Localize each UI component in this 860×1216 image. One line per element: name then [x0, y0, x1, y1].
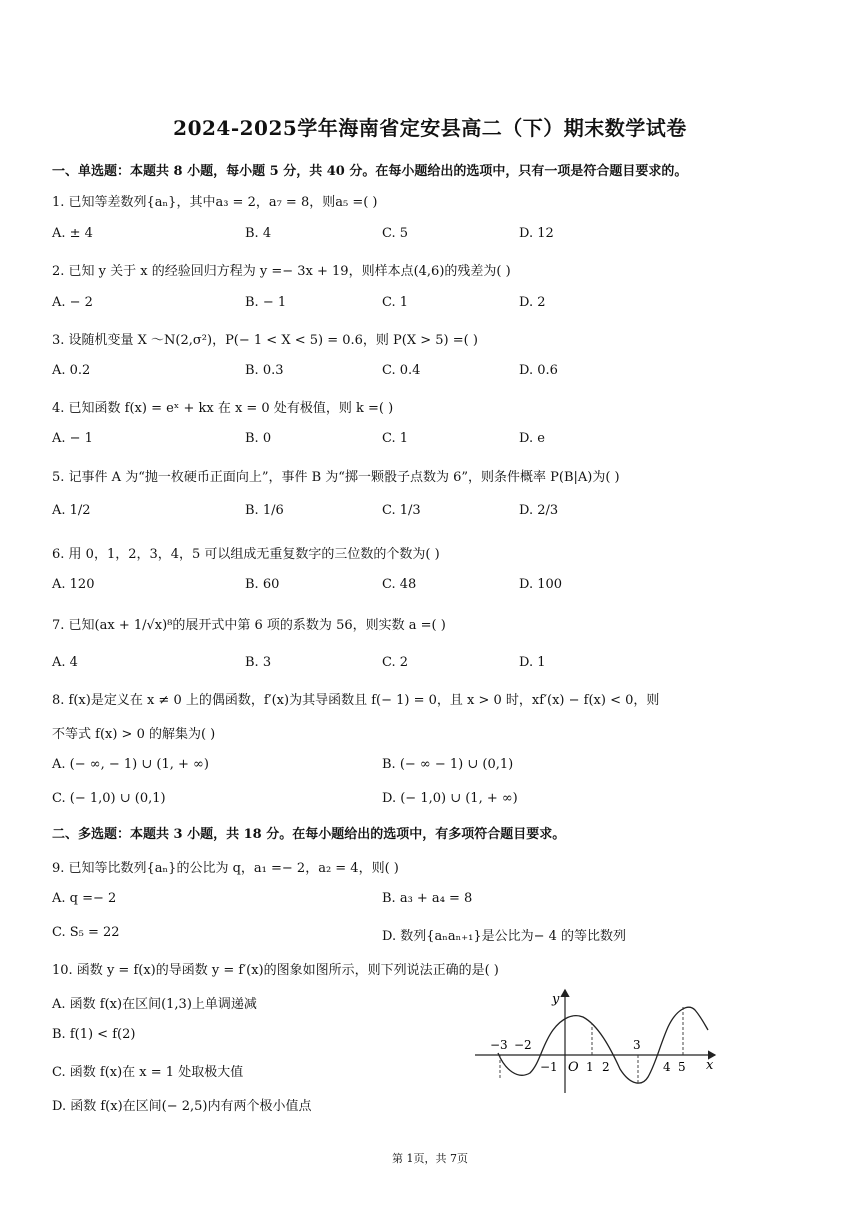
question-10-option-b[interactable]: B. f(1) < f(2)	[52, 1027, 136, 1042]
tick-label-5: 5	[678, 1060, 686, 1074]
tick-label-neg3: −3	[490, 1038, 508, 1052]
question-5-option-a[interactable]: A. 1/2	[52, 503, 91, 518]
question-4-option-d[interactable]: D. e	[519, 431, 545, 446]
section-heading-multi-choice: 二、多选题：本题共 3 小题，共 18 分。在每小题给出的选项中，有多项符合题目要求。	[52, 827, 566, 842]
question-4-option-b[interactable]: B. 0	[245, 431, 272, 446]
question-9-option-c[interactable]: C. S₅ = 22	[52, 925, 120, 940]
question-2-option-c[interactable]: C. 1	[382, 295, 409, 310]
question-10-stem: 10. 函数 y = f(x)的导函数 y = f′(x)的图象如图所示，则下列说法正确的是( )	[52, 963, 499, 978]
question-3-option-a[interactable]: A. 0.2	[52, 363, 91, 378]
derivative-graph	[470, 985, 720, 1100]
page-title: 2024-2025学年海南省定安县高二（下）期末数学试卷	[173, 116, 687, 140]
question-6-option-a[interactable]: A. 120	[52, 577, 95, 592]
question-10-option-c[interactable]: C. 函数 f(x)在 x = 1 处取极大值	[52, 1065, 244, 1080]
question-2-option-a[interactable]: A. − 2	[52, 295, 93, 310]
question-9-option-a[interactable]: A. q =− 2	[52, 891, 117, 906]
tick-label-2: 2	[602, 1060, 610, 1074]
question-6-option-b[interactable]: B. 60	[245, 577, 280, 592]
question-7-option-b[interactable]: B. 3	[245, 655, 272, 670]
question-8-option-d[interactable]: D. (− 1,0) ∪ (1, + ∞)	[382, 791, 518, 806]
question-2-option-b[interactable]: B. − 1	[245, 295, 287, 310]
question-4-option-a[interactable]: A. − 1	[52, 431, 93, 446]
question-8-stem-line-2: 不等式 f(x) > 0 的解集为( )	[52, 727, 216, 742]
question-6-option-c[interactable]: C. 48	[382, 577, 417, 592]
question-6-stem: 6. 用 0，1，2，3，4，5 可以组成无重复数字的三位数的个数为( )	[52, 547, 440, 562]
question-3-option-d[interactable]: D. 0.6	[519, 363, 558, 378]
question-6-option-d[interactable]: D. 100	[519, 577, 563, 592]
question-3-option-b[interactable]: B. 0.3	[245, 363, 284, 378]
question-1-option-b[interactable]: B. 4	[245, 226, 272, 241]
tick-label-1: 1	[586, 1060, 594, 1074]
question-9-option-b[interactable]: B. a₃ + a₄ = 8	[382, 891, 473, 906]
question-3-stem: 3. 设随机变量 X ～N(2,σ²)，P(− 1 < X < 5) = 0.6，则 P(X > 5) =( )	[52, 333, 478, 348]
question-2-stem: 2. 已知 y 关于 x 的经验回归方程为 y =− 3x + 19，则样本点(4,6)的残差为( )	[52, 264, 511, 279]
question-1-option-c[interactable]: C. 5	[382, 226, 409, 241]
question-7-option-a[interactable]: A. 4	[52, 655, 78, 670]
page-footer: 第 1页，共 7页	[392, 1152, 468, 1165]
question-1-option-d[interactable]: D. 12	[519, 226, 554, 241]
tick-label-neg2: −2	[514, 1038, 532, 1052]
question-10-option-a[interactable]: A. 函数 f(x)在区间(1,3)上单调递减	[52, 997, 257, 1012]
question-5-option-b[interactable]: B. 1/6	[245, 503, 284, 518]
question-3-option-c[interactable]: C. 0.4	[382, 363, 421, 378]
question-1-option-a[interactable]: A. ± 4	[52, 226, 93, 241]
question-7-option-d[interactable]: D. 1	[519, 655, 546, 670]
tick-label-neg1: −1	[540, 1060, 558, 1074]
tick-label-3: 3	[633, 1038, 641, 1052]
section-heading-single-choice: 一、单选题：本题共 8 小题，每小题 5 分，共 40 分。在每小题给出的选项中，只有一项是符合题目要求的。	[52, 164, 688, 179]
question-10-option-d[interactable]: D. 函数 f(x)在区间(− 2,5)内有两个极小值点	[52, 1099, 312, 1114]
question-4-option-c[interactable]: C. 1	[382, 431, 409, 446]
question-8-option-c[interactable]: C. (− 1,0) ∪ (0,1)	[52, 791, 166, 806]
question-2-option-d[interactable]: D. 2	[519, 295, 546, 310]
question-5-stem: 5. 记事件 A 为“抛一枚硬币正面向上”，事件 B 为“掷一颗骰子点数为 6”，则条件概率 P(B|A)为( )	[52, 470, 620, 485]
question-1-stem: 1. 已知等差数列{aₙ}，其中a₃ = 2，a₇ = 8，则a₅ =( )	[52, 195, 378, 210]
question-5-option-d[interactable]: D. 2/3	[519, 503, 559, 518]
question-9-stem: 9. 已知等比数列{aₙ}的公比为 q，a₁ =− 2，a₂ = 4，则( )	[52, 861, 399, 876]
question-8-option-b[interactable]: B. (− ∞ − 1) ∪ (0,1)	[382, 757, 514, 772]
question-7-option-c[interactable]: C. 2	[382, 655, 409, 670]
x-axis-label: x	[706, 1058, 714, 1073]
question-8-stem-line-1: 8. f(x)是定义在 x ≠ 0 上的偶函数，f′(x)为其导函数且 f(− 1) = 0，且 x > 0 时，xf′(x) − f(x) < 0，则	[52, 693, 660, 708]
question-7-stem: 7. 已知(ax + 1/√x)⁸的展开式中第 6 项的系数为 56，则实数 a =( )	[52, 618, 446, 633]
question-4-stem: 4. 已知函数 f(x) = eˣ + kx 在 x = 0 处有极值，则 k =( )	[52, 401, 394, 416]
origin-label: O	[568, 1060, 579, 1075]
question-8-option-a[interactable]: A. (− ∞, − 1) ∪ (1, + ∞)	[52, 757, 209, 772]
question-5-option-c[interactable]: C. 1/3	[382, 503, 421, 518]
tick-label-4: 4	[663, 1060, 671, 1074]
y-axis-label: y	[552, 992, 560, 1007]
question-9-option-d[interactable]: D. 数列{aₙaₙ₊₁}是公比为− 4 的等比数列	[382, 929, 627, 944]
